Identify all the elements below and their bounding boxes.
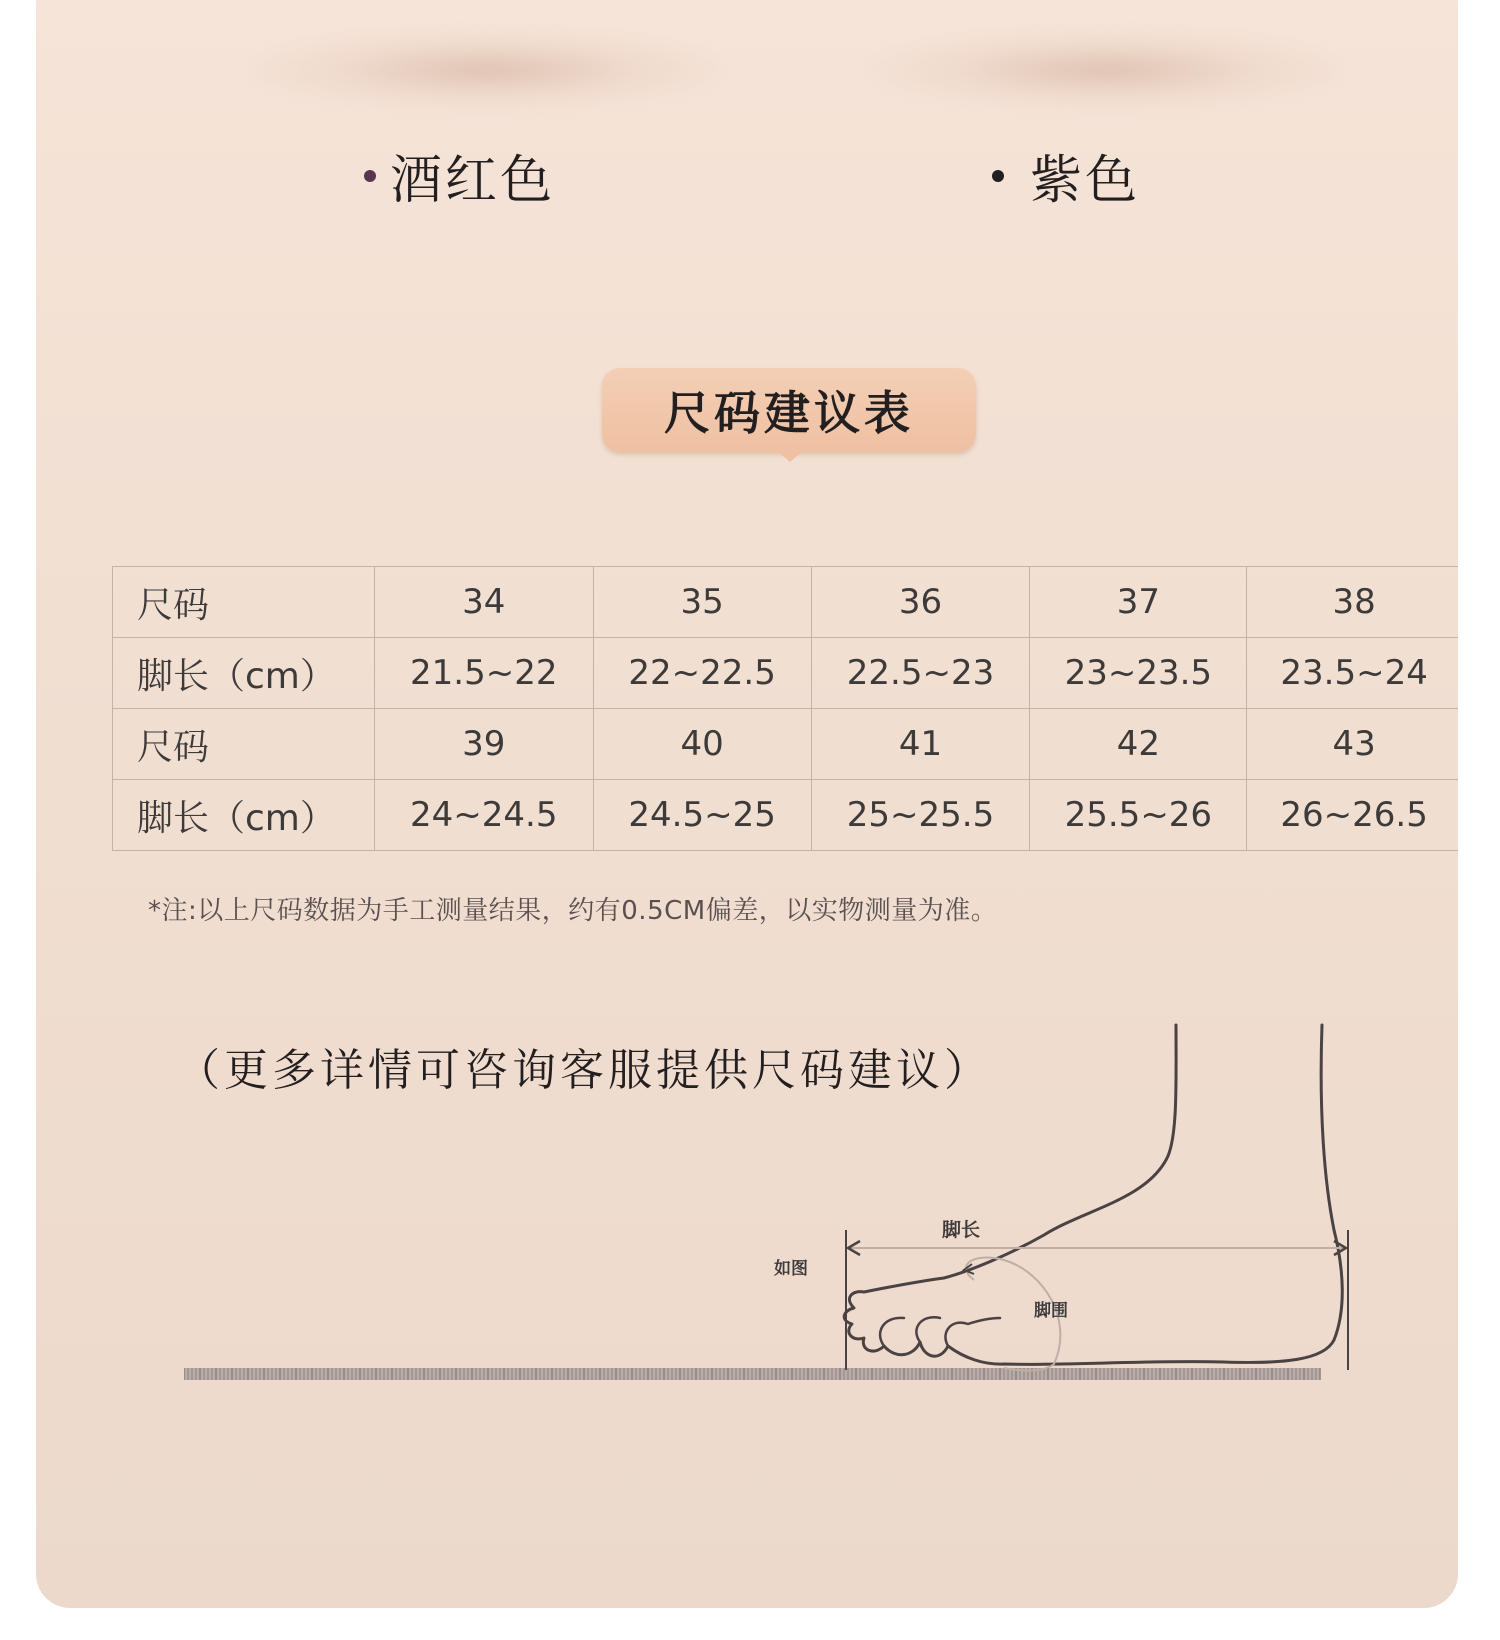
length-cell: 22.5~23 (811, 638, 1030, 709)
measurement-note: *注:以上尺码数据为手工测量结果，约有0.5CM偏差，以实物测量为准。 (148, 896, 998, 926)
length-cell: 23~23.5 (1030, 638, 1247, 709)
table-row (113, 567, 1459, 638)
size-cell: 39 (374, 709, 593, 780)
size-cell: 43 (1247, 709, 1458, 780)
color-label-text: 紫色 (1030, 151, 1141, 211)
length-cell: 26~26.5 (1247, 780, 1458, 851)
length-cell: 24~24.5 (374, 780, 593, 851)
size-cell: 38 (1247, 567, 1458, 638)
size-cell: 35 (593, 567, 811, 638)
label-as-shown: 如图 (774, 1259, 808, 1279)
color-label-text: 酒红色 (390, 151, 556, 211)
table-row (113, 638, 1459, 709)
size-chart-table (112, 566, 1458, 851)
table-row (113, 709, 1459, 780)
length-cell: 25~25.5 (811, 780, 1030, 851)
title-pointer-arrow (772, 446, 808, 462)
toe-detail (880, 1317, 1000, 1346)
length-cell: 25.5~26 (1030, 780, 1247, 851)
size-guide-card (36, 0, 1458, 1608)
foot-outline (844, 1025, 1342, 1364)
size-cell: 37 (1030, 567, 1247, 638)
row-label-size: 尺码 (113, 567, 375, 638)
size-cell: 42 (1030, 709, 1247, 780)
row-label-foot-length: 脚长（cm） (113, 780, 375, 851)
foot-measurement-diagram (184, 1020, 1384, 1380)
row-label-size: 尺码 (113, 709, 375, 780)
color-option-purple (992, 138, 1140, 213)
size-cell: 36 (811, 567, 1030, 638)
length-cell: 21.5~22 (374, 638, 593, 709)
size-cell: 34 (374, 567, 593, 638)
product-shadow-right (866, 30, 1346, 110)
size-cell: 40 (593, 709, 811, 780)
color-option-wine-red (364, 138, 555, 213)
color-dot-icon (992, 170, 1004, 182)
size-cell: 41 (811, 709, 1030, 780)
length-cell: 22~22.5 (593, 638, 811, 709)
product-shadow-left (246, 30, 726, 110)
row-label-foot-length: 脚长（cm） (113, 638, 375, 709)
length-cell: 24.5~25 (593, 780, 811, 851)
label-foot-length: 脚长 (942, 1219, 981, 1241)
customer-service-hint: （更多详情可咨询客服提供尺码建议） (176, 1045, 992, 1096)
label-foot-girth: 脚围 (1034, 1301, 1068, 1321)
length-cell: 23.5~24 (1247, 638, 1458, 709)
color-dot-icon (364, 170, 376, 182)
table-row (113, 780, 1459, 851)
size-chart-title: 尺码建议表 (602, 368, 976, 452)
ruler-scale (184, 1368, 1320, 1380)
